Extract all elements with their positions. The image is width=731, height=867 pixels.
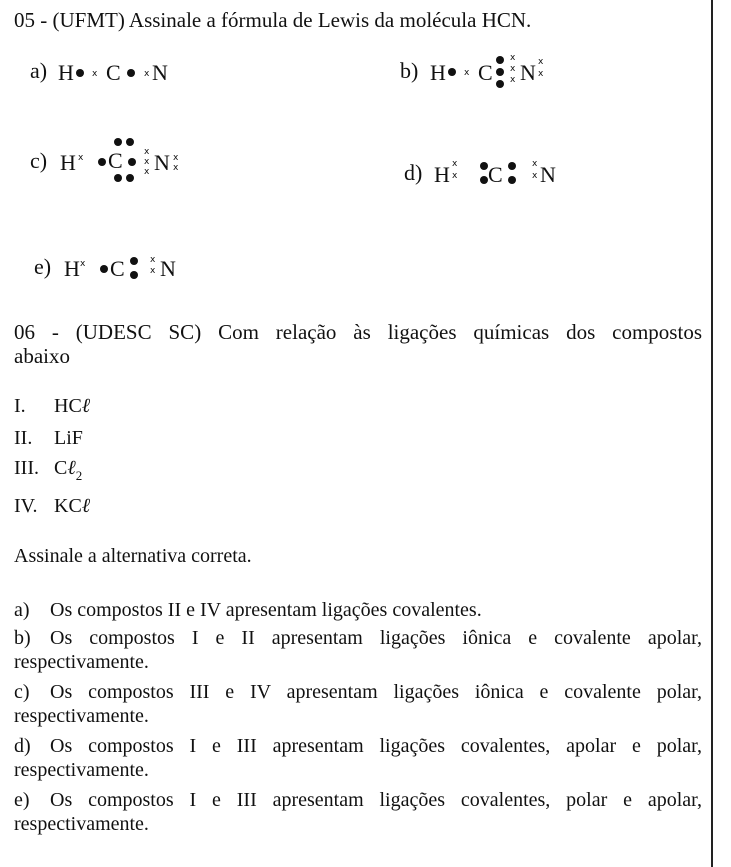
answer-option-d — [14, 734, 702, 782]
option-a-h: H — [58, 60, 74, 85]
electron-x: x — [464, 68, 470, 78]
answer-text-continued: respectivamente. — [14, 813, 149, 835]
answer-label: e) — [14, 789, 30, 811]
compound-numeral: I. — [14, 395, 26, 417]
option-e-c: C — [110, 256, 125, 281]
electron-dot — [130, 257, 138, 265]
compound-item — [14, 456, 82, 482]
electron-dot — [98, 158, 106, 166]
electron-x: x — [452, 159, 458, 169]
electron-dot — [127, 69, 135, 77]
option-e-label: e) — [34, 254, 52, 279]
q05-option-c — [30, 136, 210, 186]
compound-subscript: 2 — [75, 468, 83, 483]
option-a-c: C — [106, 60, 121, 85]
q05-option-a — [30, 56, 210, 92]
q06-instruction: Assinale a alternativa correta. — [14, 545, 252, 567]
option-b-label: b) — [400, 58, 419, 83]
electron-dot — [508, 162, 516, 170]
compound-formula-ell: ℓ — [81, 395, 91, 417]
option-c-c: C — [108, 148, 123, 173]
right-border-line — [711, 0, 713, 867]
electron-x: x — [150, 266, 156, 276]
electron-x: x — [144, 157, 150, 167]
option-a-n: N — [152, 60, 168, 85]
compound-formula-ell: ℓ — [81, 495, 91, 517]
electron-dot — [508, 176, 516, 184]
electron-x: x — [144, 147, 150, 157]
answer-text: Os compostos I e II apresentam ligações iônica e covalente apolar, — [50, 627, 702, 649]
electron-dot — [130, 271, 138, 279]
compound-formula-ell: ℓ — [67, 457, 76, 479]
electron-x: x — [532, 171, 538, 181]
electron-dot — [496, 68, 504, 76]
answer-text-continued: respectivamente. — [14, 705, 149, 727]
compound-numeral: IV. — [14, 495, 38, 517]
electron-x: x — [150, 255, 156, 265]
answer-option-b — [14, 626, 702, 674]
electron-x: x — [80, 259, 86, 269]
compound-numeral: II. — [14, 427, 33, 449]
q06-header-line1: 06 - (UDESC SC) Com relação às ligações químicas dos compostos — [14, 320, 702, 344]
answer-text-continued: respectivamente. — [14, 651, 149, 673]
answer-label: c) — [14, 681, 30, 703]
compound-item — [14, 394, 90, 418]
electron-dot — [480, 162, 488, 170]
electron-dot — [496, 56, 504, 64]
compound-formula: KC — [54, 495, 82, 517]
electron-dot — [128, 158, 136, 166]
option-d-c: C — [488, 162, 503, 187]
electron-dot — [126, 174, 134, 182]
electron-dot — [100, 265, 108, 273]
answer-label: b) — [14, 627, 31, 649]
option-d-label: d) — [404, 160, 423, 185]
electron-dot — [114, 138, 122, 146]
answer-text: Os compostos II e IV apresentam ligações covalentes. — [50, 599, 482, 621]
answer-text: Os compostos III e IV apresentam ligações iônica e covalente polar, — [50, 681, 702, 703]
answer-label: a) — [14, 599, 30, 621]
electron-dot — [126, 138, 134, 146]
q05-option-d — [404, 156, 584, 196]
electron-x: x — [532, 159, 538, 169]
electron-x: x — [144, 69, 150, 79]
option-e-h: H — [64, 256, 80, 281]
electron-x: x — [510, 53, 516, 63]
electron-x: x — [538, 69, 544, 79]
electron-x: x — [538, 57, 544, 67]
electron-x: x — [173, 153, 179, 163]
electron-x: x — [78, 153, 84, 163]
option-e-n: N — [160, 256, 176, 281]
option-c-label: c) — [30, 148, 48, 173]
electron-x: x — [92, 69, 98, 79]
answer-option-e — [14, 788, 702, 836]
q06-header-line2: abaixo — [14, 344, 70, 368]
compound-formula: C — [54, 457, 68, 479]
electron-dot — [448, 68, 456, 76]
answer-option-a — [14, 598, 482, 622]
option-c-n: N — [154, 150, 170, 175]
option-d-n: N — [540, 162, 556, 187]
option-d-h: H — [434, 162, 450, 187]
electron-x: x — [510, 75, 516, 85]
option-c-h: H — [60, 150, 76, 175]
answer-text: Os compostos I e III apresentam ligações covalentes, apolar e polar, — [50, 735, 702, 757]
compound-formula: HC — [54, 395, 82, 417]
electron-dot — [76, 69, 84, 77]
electron-x: x — [173, 163, 179, 173]
answer-text: Os compostos I e III apresentam ligações covalentes, polar e apolar, — [50, 789, 702, 811]
electron-dot — [480, 176, 488, 184]
electron-dot — [496, 80, 504, 88]
compound-formula: LiF — [54, 427, 83, 449]
compound-numeral: III. — [14, 457, 39, 479]
option-b-h: H — [430, 60, 446, 85]
electron-x: x — [452, 171, 458, 181]
answer-label: d) — [14, 735, 31, 757]
electron-x: x — [510, 64, 516, 74]
electron-dot — [114, 174, 122, 182]
option-b-c: C — [478, 60, 493, 85]
compound-item — [14, 494, 90, 518]
option-a-label: a) — [30, 58, 48, 83]
answer-text-continued: respectivamente. — [14, 759, 149, 781]
q05-option-b — [400, 52, 600, 96]
option-b-n: N — [520, 60, 536, 85]
q05-header: 05 - (UFMT) Assinale a fórmula de Lewis da molécula HCN. — [14, 8, 532, 32]
answer-option-c — [14, 680, 702, 728]
q05-option-e — [34, 250, 214, 286]
electron-x: x — [144, 167, 150, 177]
compound-item — [14, 426, 83, 450]
